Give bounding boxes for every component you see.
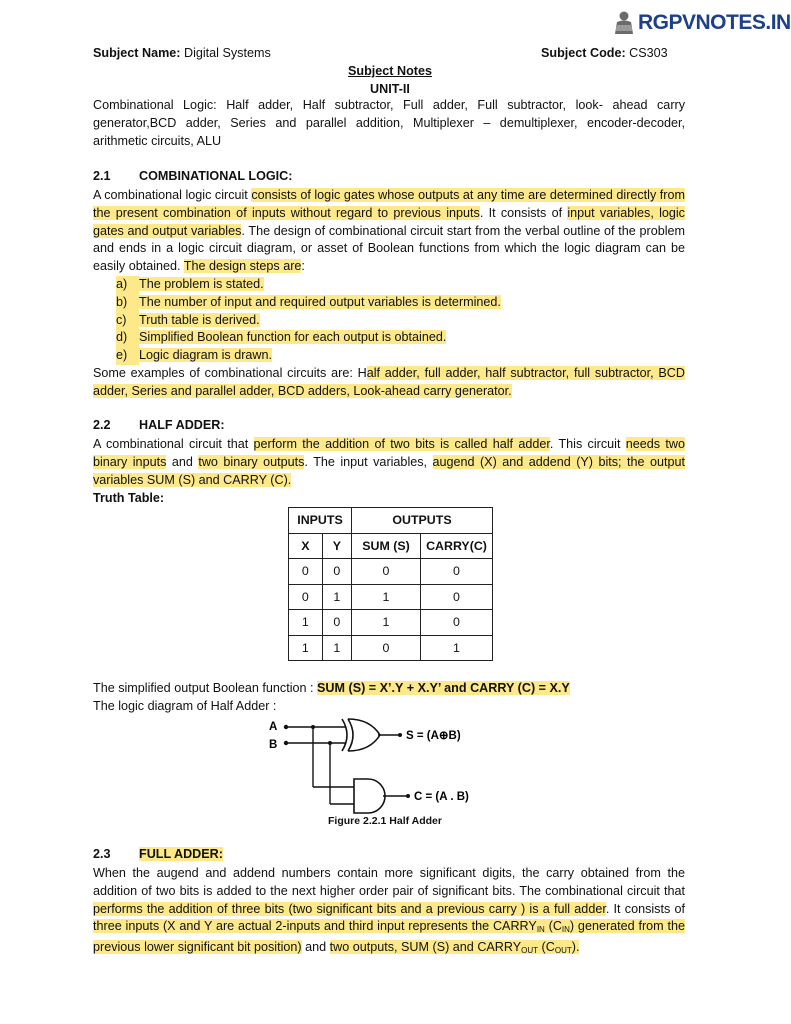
section-2-3-heading: 2.3 FULL ADDER:: [93, 847, 223, 861]
output-carry-label: C = (A . B): [414, 791, 469, 803]
header-outputs: OUTPUTS: [352, 508, 493, 534]
list-item: b) The number of input and required output variables is determined.: [116, 294, 501, 312]
and-gate: [354, 779, 385, 813]
truth-table-label: Truth Table:: [93, 491, 165, 505]
table-row: 1 0 1 0: [289, 610, 493, 636]
figure-caption: Figure 2.2.1 Half Adder: [328, 815, 442, 827]
subject-code: Subject Code: CS303: [541, 46, 668, 60]
table-row: 1 1 0 1: [289, 635, 493, 661]
boolean-function-line: The simplified output Boolean function : SUM (S) = X’.Y + X.Y’ and CARRY (C) = X.Y: [93, 681, 570, 695]
col-carry: CARRY(C): [421, 533, 493, 559]
logo-text: RGPVNOTES.IN: [638, 11, 791, 34]
design-steps-list: [116, 276, 501, 365]
diagram-intro: The logic diagram of Half Adder :: [93, 699, 277, 713]
input-a-label: A: [269, 721, 278, 733]
list-item: e) Logic diagram is drawn.: [116, 347, 501, 365]
section-2-1-paragraph: A combinational logic circuit consists of logic gates whose outputs at any time are determined directly from the present combination of inputs without regard to previous inputs. It consists of input variables, logic gates and output variables. The design of combinational circuit start from the verbal outline of the problem and ends in a logic circuit diagram, or asset of Boolean functions from which the logic diagram can be easily obtained. The design steps are:: [93, 188, 685, 274]
list-item: a) The problem is stated.: [116, 276, 501, 294]
header-inputs: INPUTS: [289, 508, 352, 534]
section-2-1-heading: 2.1 COMBINATIONAL LOGIC:: [93, 169, 293, 183]
section-2-3-paragraph: When the augend and addend numbers contain more significant digits, the carry obtained from the addition of two bits is added to the next higher order pair of significant bits. The combinational circuit that performs the addition of three bits (two significant bits and a previous carry ) is a full adder. It consists of three inputs (X and Y are actual 2-inputs and third input represents the $CARRY_{IN}$ $(C_{IN})$ generated from the previous lower significant bit position) and two outputs, SUM (S) and $CARRY_{OUT}$ $(C_{OUT})$.: [93, 866, 685, 956]
unit-title: UNIT-II: [370, 82, 410, 96]
col-x: X: [289, 533, 323, 559]
table-row: 0 0 0 0: [289, 559, 493, 585]
table-row: 0 1 1 0: [289, 584, 493, 610]
output-sum-label: S = (A⊕B): [406, 730, 461, 742]
section-2-2-paragraph: A combinational circuit that perform the addition of two bits is called half adder. This circuit needs two binary inputs and two binary outputs. The input variables, augend (X) and addend (Y) bits; the output variables SUM (S) and CARRY (C).: [93, 437, 685, 487]
site-logo: [612, 10, 791, 36]
half-adder-diagram: [258, 712, 488, 812]
input-b-label: B: [269, 739, 278, 751]
reader-icon: [612, 10, 638, 36]
subject-name: Subject Name: Digital Systems: [93, 46, 271, 60]
section-2-2-heading: 2.2 HALF ADDER:: [93, 418, 225, 432]
list-item: d) Simplified Boolean function for each output is obtained.: [116, 329, 501, 347]
notes-title: Subject Notes: [348, 64, 432, 78]
xor-gate: [342, 719, 380, 751]
truth-table: [288, 507, 493, 661]
col-y: Y: [322, 533, 351, 559]
col-sum: SUM (S): [352, 533, 421, 559]
list-item: c) Truth table is derived.: [116, 312, 501, 330]
examples-paragraph: Some examples of combinational circuits are: Half adder, full adder, half subtractor, full subtractor, BCD adder, Series and parallel adder, BCD adders, Look-ahead carry generator.: [93, 366, 685, 398]
syllabus-text: Combinational Logic: Half adder, Half subtractor, Full adder, Full subtractor, look- ahead carry generator,BCD adder, Series and parallel addition, Multiplexer – demultiplexer, encoder-decoder, arithmetic circuits, ALU: [93, 98, 685, 148]
